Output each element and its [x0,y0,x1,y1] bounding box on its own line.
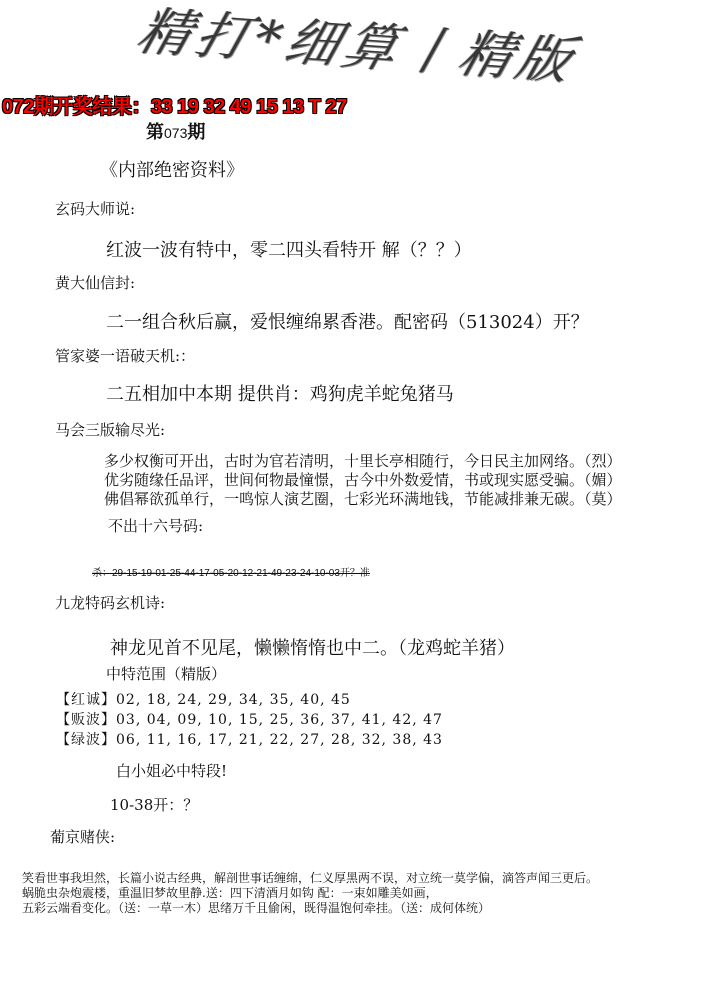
horse-label: 马会三版输尽光: [55,421,166,439]
range-row-red [56,690,443,710]
issue-suffix: 期 [187,122,206,142]
master-label: 玄码大师说: [55,200,136,218]
range-values: 03, 04, 09, 10, 15, 25, 36, 37, 41, 42, 47 [116,712,443,728]
issue-prefix: 第 [146,122,164,142]
no16-label: 不出十六号码: [108,517,204,535]
kill-number-line: 杀：29-15-19-01-25-44-17-05-20-12-21-49-23-24-10-03开？准 [92,568,370,579]
nine-dragon-text: 神龙见首不见尾，懒懒惰惰也中二。（龙鸡蛇羊猪） [110,638,515,659]
master-text: 红波一波有特中，零二四头看特开 解（？？） [106,240,472,261]
white-lady-text: 白小姐必中特段! [116,762,228,780]
range-tag: 【红诚】 [56,692,116,708]
poem-line: 多少权衡可开出，古时为官若清明，十里长亭相随行，今日民主加网络。（烈） [104,452,622,470]
poem-line: 佛倡幂欲孤单行，一鸣惊人演艺圈，七彩光环满地钱，节能减排兼无碳。（莫） [104,490,622,508]
range-list [56,690,443,750]
nine-dragon-label: 九龙特码玄机诗: [55,594,166,612]
range-row-green [56,730,443,750]
immortal-label: 黄大仙信封: [55,274,136,292]
range-values: 02, 18, 24, 29, 34, 35, 40, 45 [116,692,351,708]
poem-line: 优劣随缘任品评，世间何物最憧憬，古今中外数爱情，书或现实愿受骗。（媚） [104,471,622,489]
header-calligraphy-title: 精打*细算丨精版 [130,2,585,92]
range-label: 中特范围（精版） [106,665,227,683]
bottom-line: 笑看世事我坦然，长篇小说古经典，解剖世事话缠绵，仁义厚黑两不误，对立统一莫学偏，滴答声闻三更后。 [22,871,599,885]
bottom-line: 五彩云端看变化。（送：一草一木）思绪万千且偷闲，既得温饱何牵挂。（送：成何体统） [22,901,491,915]
doc-title: 《内部绝密资料》 [100,160,244,181]
housekeeper-text: 二五相加中本期 提供肖：鸡狗虎羊蛇兔猪马 [106,384,454,405]
range-tag: 【贩波】 [56,712,116,728]
issue-number: 073 [164,125,188,141]
segment-text: 10-38开：？ [110,796,199,814]
immortal-text: 二一组合秋后赢，爱恨缠绵累香港。配密码（513024）开？ [106,312,589,333]
range-values: 06, 11, 16, 17, 21, 22, 27, 28, 32, 38, 43 [116,732,443,748]
poem-block [104,452,622,509]
housekeeper-label: 管家婆一语破天机:： [55,347,196,365]
bottom-line: 蜗脆虫杂炮震楼，重温旧梦故里静.送：四下清酒月如钩 配：一束如雕美如画， [22,886,438,900]
issue-number-label [146,118,205,144]
range-row-blue [56,710,443,730]
range-tag: 【绿波】 [56,732,116,748]
previous-draw-result-banner: 072期开奖结果：33 19 32 49 15 13 T 27 [2,96,347,118]
macau-label: 葡京赌侠: [50,828,116,846]
bottom-poem-block [22,871,598,916]
